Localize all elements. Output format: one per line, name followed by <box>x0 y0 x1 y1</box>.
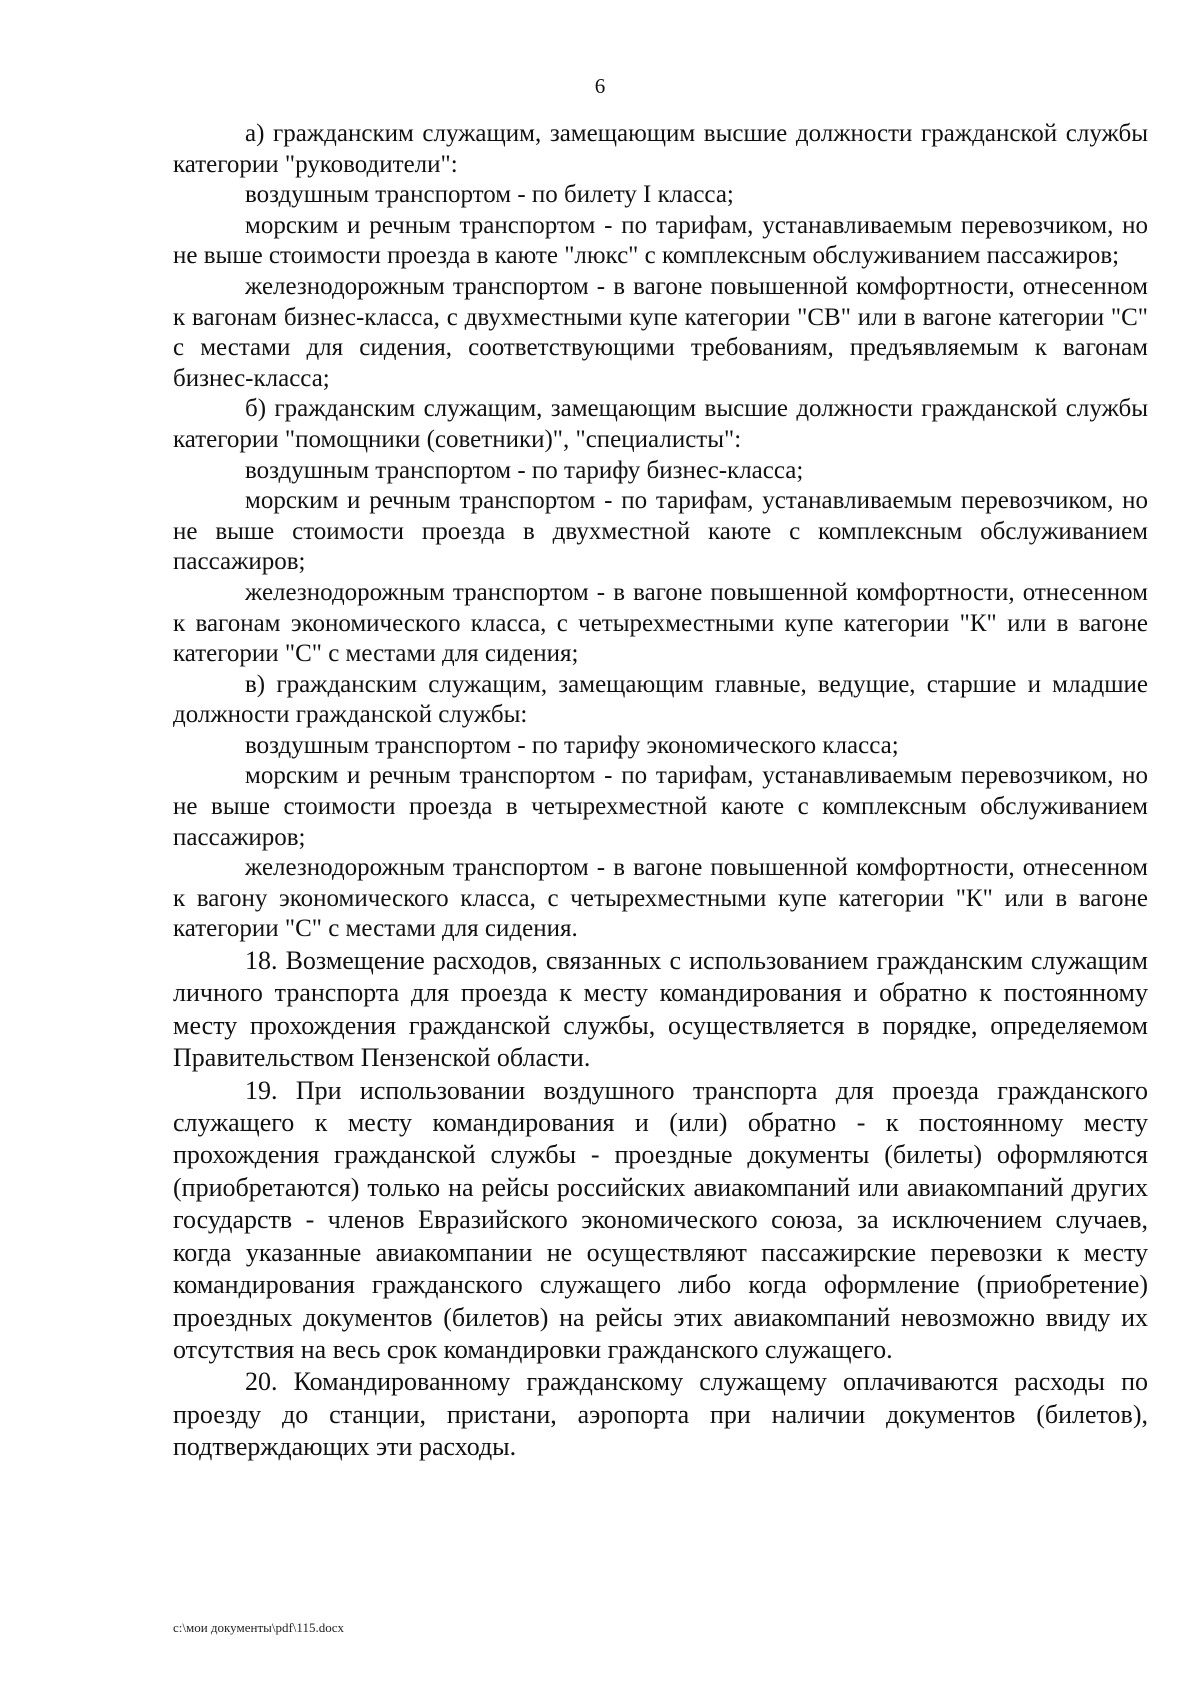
paragraph-a-intro: а) гражданским служащим, замещающим высшие должности гражданской службы категории "руководители": <box>173 120 1148 178</box>
paragraph-b-rail: железнодорожным транспортом - в вагоне повышенной комфортности, отнесенном к вагонам экономического класса, с четырехместными купе категории "К" или в вагоне категории "С" с местами для сидения; <box>173 578 1148 668</box>
paragraph-a-sea: морским и речным транспортом - по тарифам, устанавливаемым перевозчиком, но не выше стоимости проезда в каюте "люкс" с комплексным обслуживанием пассажиров; <box>173 211 1148 270</box>
paragraph-19: 19. При использовании воздушного транспорта для проезда гражданского служащего к месту командирования и (или) обратно - к постоянному месту прохождения гражданской службы - проездные документы (билеты) оформляются (приобретаются) только на рейсы российских авиакомпаний или авиакомпаний других государств - членов Евразийского экономического союза, за исключением случаев, когда указанные авиакомпании не осуществляют пассажирские перевозки к месту командирования гражданского служащего либо когда оформление (приобретение) проездных документов (билетов) на рейсы этих авиакомпаний невозможно ввиду их отсутствия на весь срок командировки гражданского служащего. <box>173 1075 1148 1364</box>
paragraph-a-rail: железнодорожным транспортом - в вагоне повышенной комфортности, отнесенном к вагонам бизнес-класса, с двухместными купе категории "СВ" или в вагоне категории "С" с местами для сидения, соответствующими требованиям, предъявляемым к вагонам бизнес-класса; <box>173 272 1148 392</box>
paragraph-b-intro: б) гражданским служащим, замещающим высшие должности гражданской службы категории "помощники (советники)", "специалисты": <box>173 395 1148 453</box>
paragraph-c-air: воздушным транспортом - по тарифу экономического класса; <box>245 731 899 759</box>
page-number: 6 <box>594 74 606 98</box>
paragraph-a-air: воздушным транспортом - по билету I класса; <box>245 181 734 209</box>
paragraph-18: 18. Возмещение расходов, связанных с использованием гражданским служащим личного транспорта для проезда к месту командирования и обратно к постоянному месту прохождения гражданской службы, осуществляется в порядке, определяемом Правительством Пензенской области. <box>173 946 1148 1073</box>
paragraph-b-sea: морским и речным транспортом - по тарифам, устанавливаемым перевозчиком, но не выше стоимости проезда в двухместной каюте с комплексным обслуживанием пассажиров; <box>173 487 1148 576</box>
paragraph-b-air: воздушным транспортом - по тарифу бизнес-класса; <box>245 456 804 484</box>
paragraph-20: 20. Командированному гражданскому служащему оплачиваются расходы по проезду до станции, пристани, аэропорта при наличии документов (билетов), подтверждающих эти расходы. <box>173 1367 1148 1462</box>
footer-file-path: c:\мои документы\pdf\115.docx <box>173 1620 344 1635</box>
paragraph-c-rail: железнодорожным транспортом - в вагоне повышенной комфортности, отнесенном к вагону экономического класса, с четырехместными купе категории "К" или в вагоне категории "С" с местами для сидения. <box>173 854 1148 943</box>
document-body <box>173 119 1148 1464</box>
paragraph-c-intro: в) гражданским служащим, замещающим главные, ведущие, старшие и младшие должности гражданской службы: <box>173 670 1148 729</box>
paragraph-c-sea: морским и речным транспортом - по тарифам, устанавливаемым перевозчиком, но не выше стоимости проезда в четырехместной каюте с комплексным обслуживанием пассажиров; <box>173 762 1148 851</box>
